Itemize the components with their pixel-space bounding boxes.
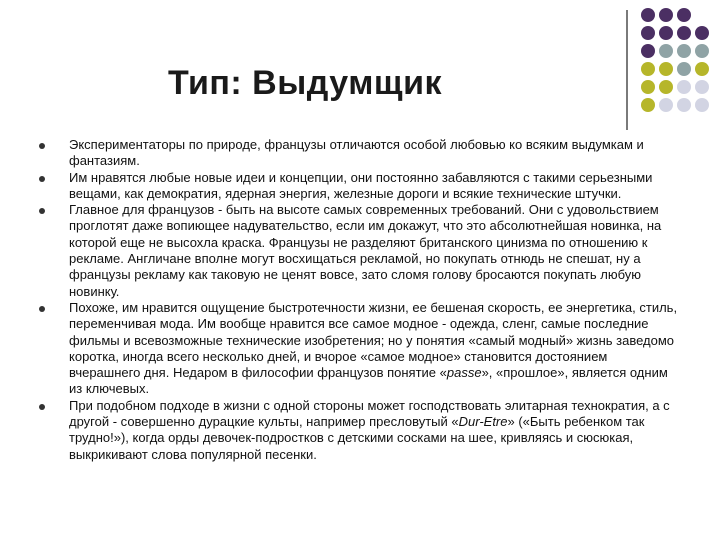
bullet-text <box>69 398 679 463</box>
bullet-dot-icon <box>39 306 45 312</box>
decorative-dot <box>641 26 655 40</box>
decorative-dot <box>641 98 655 112</box>
bullet-dot-icon <box>39 143 45 149</box>
decorative-dot <box>659 62 673 76</box>
decorative-dot <box>659 26 673 40</box>
decorative-dot <box>677 8 691 22</box>
bullet-text-part: При подобном подходе в жизни с одной стороны может господствовать элитарная технократия, а с другой - совершенно дурацкие культы, например пресловутый « <box>69 397 670 430</box>
decorative-dot <box>695 44 709 58</box>
decorative-dot <box>677 44 691 58</box>
bullet-text: Им нравятся любые новые идеи и концепции, они постоянно забавляются с такими серьезными вещами, как демократия, ядерная энергия, железные дороги и всякие технические штучки. <box>69 169 653 201</box>
bullet-dot-icon <box>39 176 45 182</box>
decorative-dot <box>677 98 691 112</box>
decorative-dot <box>641 44 655 58</box>
bullet-text-part: Похоже, им нравится ощущение быстротечности жизни, ее бешеная скорость, ее энергетика, стиль, переменчивая мода. Им вообще нравится все самое модное - одежда, сленг, самые последние фильмы и всевозможные технические изобретения; но у понятия «самый модный» жизнь заведомо коротка, иногда всего несколько дней, и вчорое «самое модное» становится достоянием вчерашнего дня. Недаром в философии французов понятие « <box>69 299 678 381</box>
bullet-item <box>39 137 679 170</box>
decorative-dot <box>641 80 655 94</box>
bullet-text-part: » («Быть ребенком так трудно!»), когда орды девочек-подростков с детскими сосками на шее, кривляясь и сюсюкая, выкрикивают слова популярной песенки. <box>69 414 645 462</box>
bullet-item <box>39 300 679 398</box>
decorative-dot <box>695 80 709 94</box>
bullet-text: Главное для французов - быть на высоте самых современных требований. Они с удовольствием проглотят даже вопиющее надувательство, если им докажут, что это абсолютнейшая новинка, на которой еще не высохла краска. Французы не разделяют британского цинизма по отношению к рекламе. Англичане вполне могут восхищаться рекламой, но покупать отнюдь не спешат, ну а французы рекламу как таковую не ценят вовсе, зато сломя голову бросаются покупать любую новинку. <box>69 202 662 299</box>
bullet-text-part: », «прошлое», является одним из ключевых. <box>69 365 668 397</box>
italic-term: passe <box>446 365 482 381</box>
decorative-dot <box>641 8 655 22</box>
decorative-dot <box>695 62 709 76</box>
vertical-divider <box>626 10 628 130</box>
decorative-dot <box>659 8 673 22</box>
decorative-dot <box>695 26 709 40</box>
slide-title: Тип: Выдумщик <box>168 64 442 102</box>
italic-term: Dur-Etre <box>458 414 508 430</box>
decorative-dot <box>677 26 691 40</box>
bullet-dot-icon <box>39 404 45 410</box>
bullet-dot-icon <box>39 208 45 214</box>
decorative-dot <box>677 62 691 76</box>
decorative-dot <box>677 80 691 94</box>
decorative-dot <box>659 80 673 94</box>
decorative-dot <box>641 62 655 76</box>
bullet-text: Экспериментаторы по природе, французы отличаются особой любовью ко всяким выдумкам и фантазиям. <box>69 137 644 169</box>
bullet-text <box>69 300 679 398</box>
decorative-dot <box>659 44 673 58</box>
bullet-item <box>39 398 679 463</box>
bullet-item <box>39 202 679 300</box>
decorative-dot <box>695 98 709 112</box>
bullet-item <box>39 170 679 203</box>
bullet-list <box>39 137 679 463</box>
decorative-dot <box>659 98 673 112</box>
